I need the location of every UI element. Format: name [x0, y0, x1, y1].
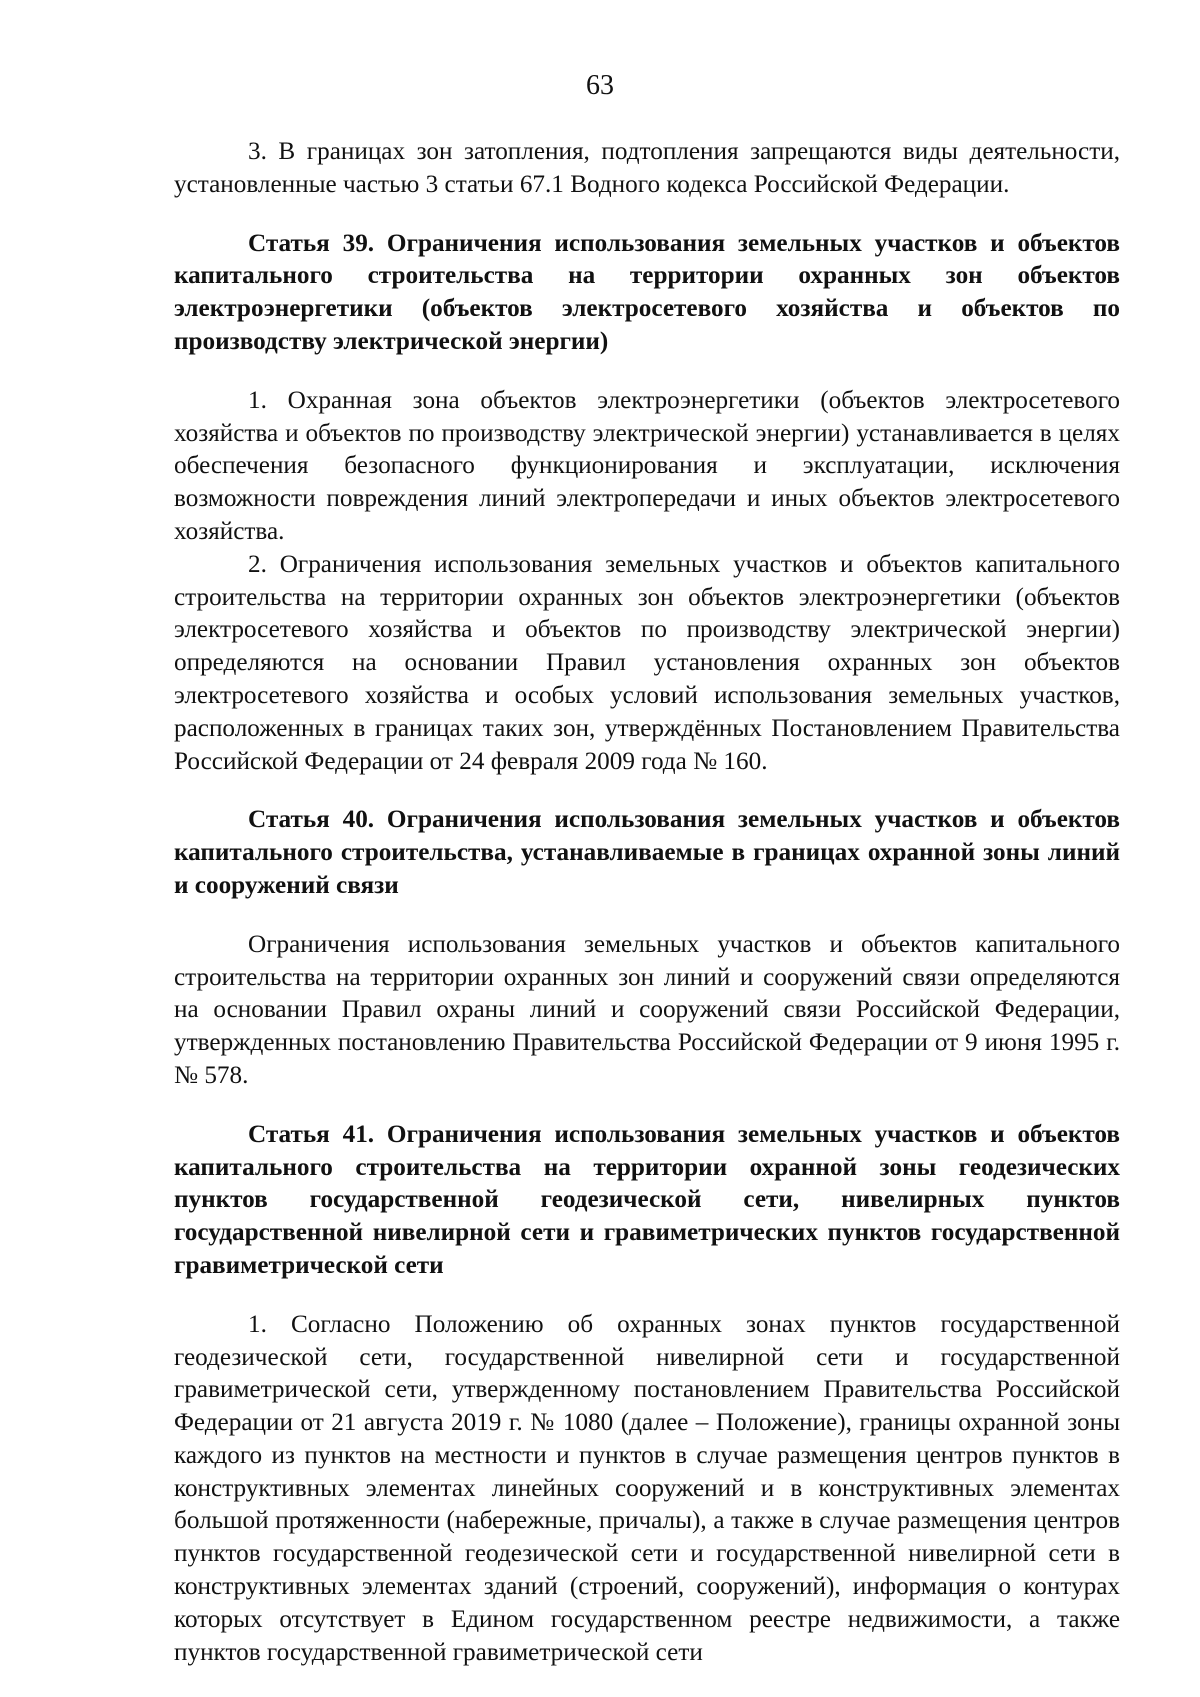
page-number: 63	[586, 70, 614, 101]
paragraph-article-40: Ограничения использования земельных участков и объектов капитального строительства на территории охранных зон линий и сооружений связи определяются на основании Правил охраны линий и сооружений связи Российской Федерации, утвержденных постановлению Правительства Российской Федерации от 9 июня 1995 г. № 578.	[174, 930, 1120, 1089]
paragraph-article-41-item-1: 1. Согласно Положению об охранных зонах пунктов государственной геодезической сети, государственной нивелирной сети и государственной гравиметрической сети, утвержденному постановлением Правительства Российской Федерации от 21 августа 2019 г. № 1080 (далее – Положение), границы охранной зоны каждого из пунктов на местности и пунктов в случае размещения центров пунктов в конструктивных элементах линейных сооружений и в конструктивных элементах большой протяженности (набережные, причалы), а также в случае размещения центров пунктов государственной геодезической сети и государственной нивелирной сети в конструктивных элементах зданий (строений, сооружений), информация о контурах которых отсутствует в Едином государственном реестре недвижимости, а также пунктов государственной гравиметрической сети	[174, 1310, 1120, 1666]
document-body	[174, 136, 1120, 1669]
heading-article-41: Статья 41. Ограничения использования земельных участков и объектов капитального строительства на территории охранной зоны геодезических пунктов государственной геодезической сети, нивелирных пунктов государственной нивелирной сети и гравиметрических пунктов государственной гравиметрической сети	[174, 1120, 1120, 1279]
heading-article-40: Статья 40. Ограничения использования земельных участков и объектов капитального строительства, устанавливаемые в границах охранной зоны линий и сооружений связи	[174, 806, 1120, 899]
paragraph-article-39-item-1: 1. Охранная зона объектов электроэнергетики (объектов электросетевого хозяйства и объектов по производству электрической энергии) устанавливается в целях обеспечения безопасного функционирования и эксплуатации, исключения возможности повреждения линий электропередачи и иных объектов электросетевого хозяйства.	[174, 386, 1120, 545]
paragraph-article-39-item-2: 2. Ограничения использования земельных участков и объектов капитального строительства на территории охранных зон объектов электроэнергетики (объектов электросетевого хозяйства и объектов по производству электрической энергии) определяются на основании Правил установления охранных зон объектов электросетевого хозяйства и особых условий использования земельных участков, расположенных в границах таких зон, утверждённых Постановлением Правительства Российской Федерации от 24 февраля 2009 года № 160.	[174, 550, 1120, 775]
heading-article-39: Статья 39. Ограничения использования земельных участков и объектов капитального строительства на территории охранных зон объектов электроэнергетики (объектов электросетевого хозяйства и объектов по производству электрической энергии)	[174, 229, 1120, 355]
paragraph-zones-flooding: 3. В границах зон затопления, подтопления запрещаются виды деятельности, установленные частью 3 статьи 67.1 Водного кодекса Российской Федерации.	[174, 138, 1120, 198]
